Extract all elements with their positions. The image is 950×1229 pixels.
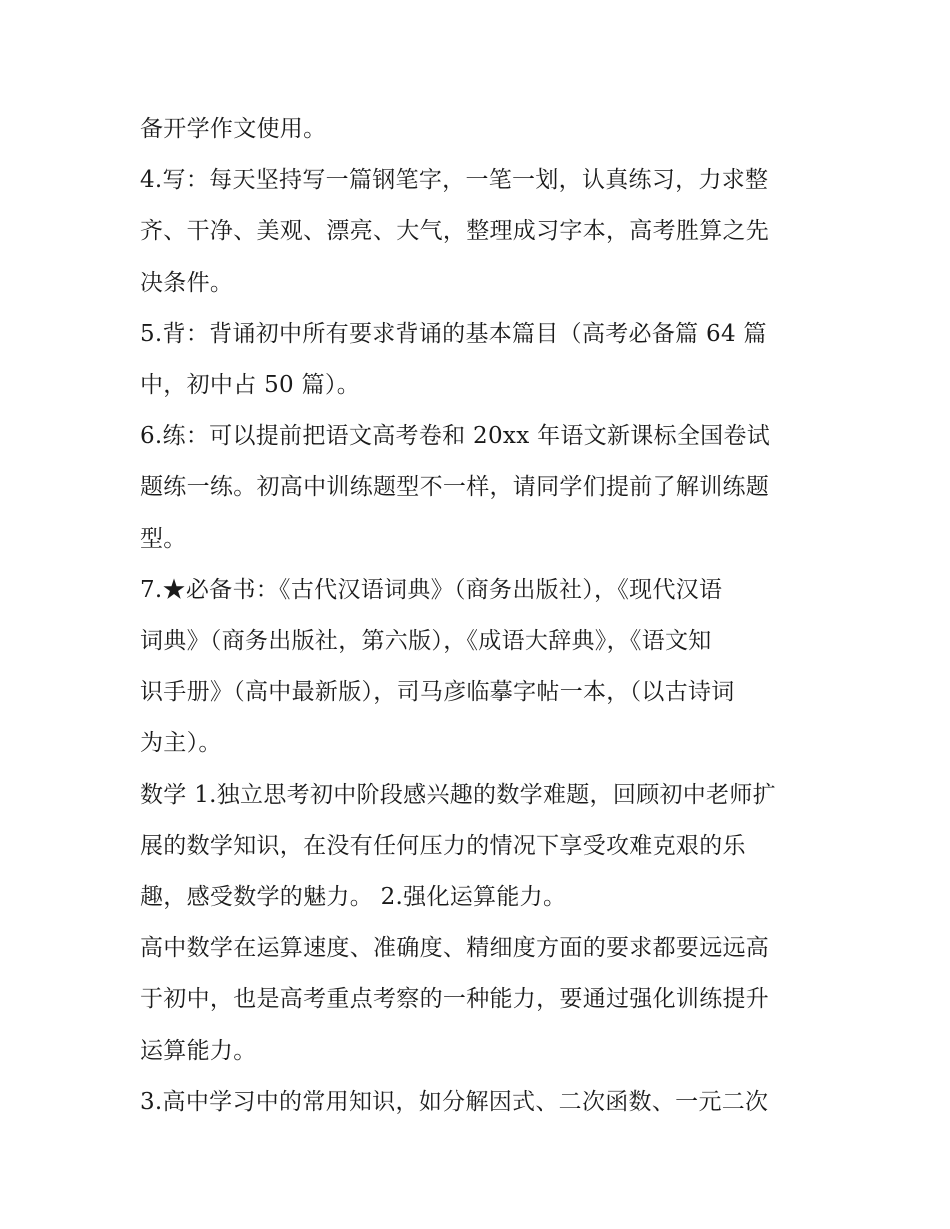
text-line: 高中数学在运算速度、准确度、精细度方面的要求都要远远高 — [140, 935, 770, 962]
text-line: 齐、干净、美观、漂亮、大气，整理成习字本，高考胜算之先 — [140, 218, 770, 245]
text-line: 备开学作文使用。 — [140, 116, 327, 142]
text-line: 趣，感受数学的魅力。 2.强化运算能力。 — [140, 884, 567, 911]
text-line: 于初中，也是高考重点考察的一种能力，要通过强化训练提升 — [140, 986, 770, 1013]
text-line: 为主）。 — [140, 730, 222, 757]
text-line: 运算能力。 — [140, 1037, 257, 1064]
text-line: 词典》（商务出版社，第六版），《成语大辞典》，《语文知 — [140, 628, 712, 655]
text-line: 数学 1.独立思考初中阶段感兴趣的数学难题，回顾初中老师扩 — [140, 781, 776, 808]
text-line: 中，初中占 50 篇）。 — [140, 372, 360, 399]
text-line: 题练一练。初高中训练题型不一样，请同学们提前了解训练题 — [140, 474, 770, 501]
text-line: 型。 — [140, 525, 187, 552]
text-line: 6.练：可以提前把语文高考卷和 20xx 年语文新课标全国卷试 — [140, 423, 771, 450]
text-line: 展的数学知识，在没有任何压力的情况下享受攻难克艰的乐 — [140, 832, 746, 859]
text-line: 5.背：背诵初中所有要求背诵的基本篇目（高考必备篇 64 篇 — [140, 320, 767, 347]
text-line: 7.★必备书：《古代汉语词典》（商务出版社），《现代汉语 — [140, 576, 723, 603]
text-line: 4.写：每天坚持写一篇钢笔字，一笔一划，认真练习，力求整 — [140, 167, 769, 194]
text-line: 3.高中学习中的常用知识，如分解因式、二次函数、一元二次 — [140, 1088, 769, 1115]
document-body — [140, 104, 820, 1128]
text-line: 识手册》（高中最新版），司马彦临摹字帖一本，（以古诗词 — [140, 679, 735, 706]
text-line: 决条件。 — [140, 269, 234, 296]
